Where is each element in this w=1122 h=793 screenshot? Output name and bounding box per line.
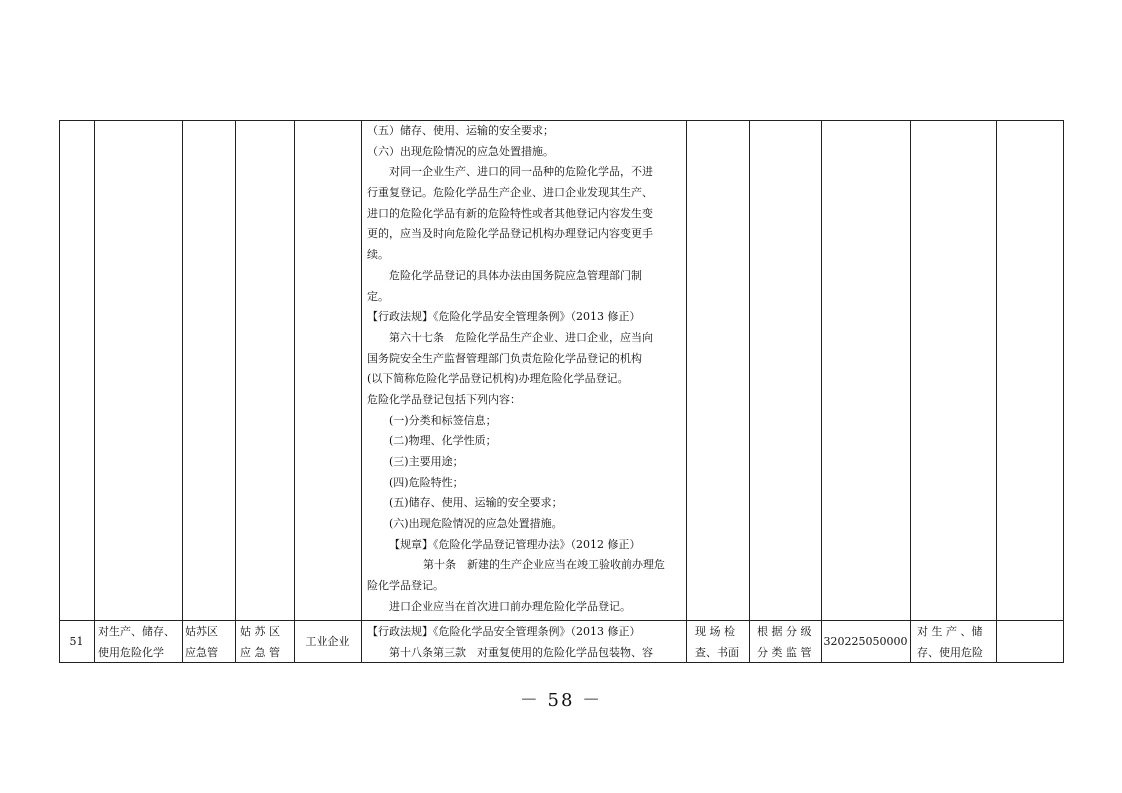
legal-basis-cell — [367, 121, 697, 618]
department-line: 应急管 — [185, 646, 218, 659]
col-border — [182, 120, 183, 663]
inspection-method-cell — [695, 621, 749, 663]
legal-text-line: 续。 — [367, 248, 389, 262]
col-border — [1063, 120, 1064, 663]
legal-text-line: 险化学品登记。 — [367, 579, 444, 593]
legal-text-line: （五）储存、使用、运输的安全要求； — [367, 124, 554, 137]
inspection-content-line: 对 生 产 、储 — [917, 625, 983, 638]
regulation-heading: 【规章】《危险化学品登记管理办法》（2012 修正） — [389, 537, 641, 551]
inspection-method-line: 现 场 检 — [695, 625, 735, 638]
legal-text-line: 国务院安全生产监督管理部门负责危险化学品登记的机构 — [367, 351, 642, 365]
legal-text-line: 更的，应当及时向危险化学品登记机构办理登记内容变更手 — [367, 227, 653, 241]
col-border — [361, 120, 362, 663]
inspection-basis-line: 分 类 监 管 — [757, 646, 812, 659]
col-border — [821, 120, 822, 663]
legal-text-line: 危险化学品登记包括下列内容： — [367, 392, 521, 406]
legal-text-line: 第十条 新建的生产企业应当在竣工验收前办理危 — [423, 558, 665, 572]
legal-text-line: （六）出现危险情况的应急处置措施。 — [367, 144, 554, 158]
inspection-method-line: 查、书面 — [695, 646, 739, 659]
department-cell — [185, 621, 235, 663]
item-code-cell: 320225050000 — [823, 635, 908, 648]
department-line: 姑苏区 — [185, 625, 218, 638]
inspection-basis-line: 根 据 分 级 — [757, 625, 812, 638]
legal-text-line: 进口企业应当在首次进口前办理危险化学品登记。 — [389, 599, 631, 613]
legal-list-item: (四)危险特性； — [389, 475, 464, 489]
legal-list-item: (一)分类和标签信息； — [389, 413, 497, 427]
legal-text-line: 危险化学品登记的具体办法由国务院应急管理部门制 — [389, 268, 642, 282]
col-border — [59, 120, 60, 663]
row-number: 51 — [69, 635, 84, 648]
legal-list-item: (二)物理、化学性质； — [389, 434, 497, 448]
col-border — [235, 120, 236, 663]
legal-text-line: 第六十七条 危险化学品生产企业、进口企业，应当向 — [389, 330, 653, 344]
item-name-line: 使用危险化学 — [98, 646, 164, 659]
legal-list-item: (六)出现危险情况的应急处置措施。 — [389, 517, 563, 531]
implementing-body-line: 应 急 管 — [240, 646, 280, 659]
target-cell: 工业企业 — [305, 635, 350, 648]
legal-list-item: (三)主要用途； — [389, 455, 464, 468]
col-border — [94, 120, 95, 663]
col-border — [294, 120, 295, 663]
legal-text-line: 第十八条第三款 对重复使用的危险化学品包装物、容 — [389, 646, 653, 659]
legal-text-line: 进口的危险化学品有新的危险特性或者其他登记内容发生变 — [367, 206, 653, 220]
legal-text-line: 定。 — [367, 289, 389, 303]
inspection-content-line: 存、使用危险 — [917, 646, 983, 659]
item-name-line: 对生产、储存、 — [98, 625, 175, 638]
legal-text-line: 行重复登记。危险化学品生产企业、进口企业发现其生产、 — [367, 186, 653, 200]
inspection-content-cell — [917, 621, 996, 663]
inspection-basis-cell — [757, 621, 821, 663]
legal-text-line: (以下简称危险化学品登记机构)办理危险化学品登记。 — [367, 372, 629, 386]
col-border — [996, 120, 997, 663]
legal-list-item: (五)储存、使用、运输的安全要求； — [389, 496, 563, 510]
legal-basis-cell-row51 — [367, 621, 685, 663]
col-border — [910, 120, 911, 663]
regulation-heading: 【行政法规】《危险化学品安全管理条例》（2013 修正） — [367, 625, 641, 638]
col-border — [749, 120, 750, 663]
inspection-table — [59, 120, 1064, 663]
page-number: － 58 － — [519, 690, 603, 711]
regulation-heading: 【行政法规】《危险化学品安全管理条例》（2013 修正） — [367, 310, 641, 324]
implementing-body-line: 姑 苏 区 — [240, 625, 280, 638]
legal-text-line: 对同一企业生产、进口的同一品种的危险化学品，不进 — [389, 165, 653, 179]
item-name-cell — [98, 621, 182, 663]
implementing-body-cell — [240, 621, 294, 663]
